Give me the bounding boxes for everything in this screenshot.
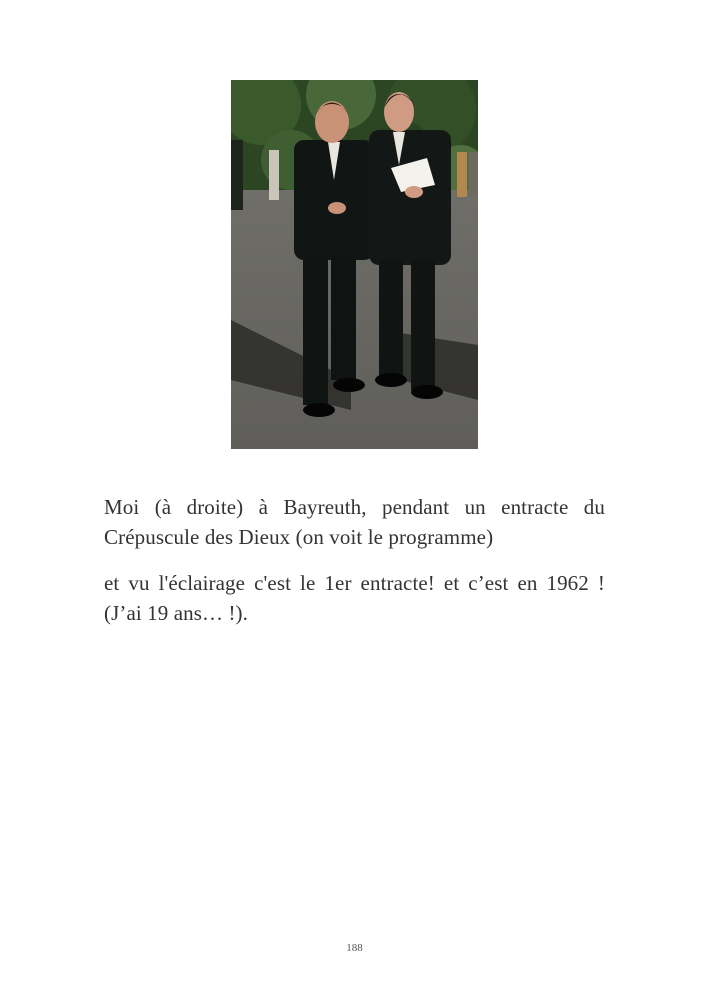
photograph bbox=[231, 80, 478, 449]
page-number: 188 bbox=[346, 942, 363, 954]
caption-paragraph-2: et vu l'éclairage c'est le 1er entracte! et c’est en 1962 ! (J’ai 19 ans… !). bbox=[104, 571, 605, 625]
caption-paragraph-1: Moi (à droite) à Bayreuth, pendant un entracte du Crépuscule des Dieux (on voit le programme) bbox=[104, 495, 605, 549]
photograph-illustration bbox=[231, 80, 478, 449]
